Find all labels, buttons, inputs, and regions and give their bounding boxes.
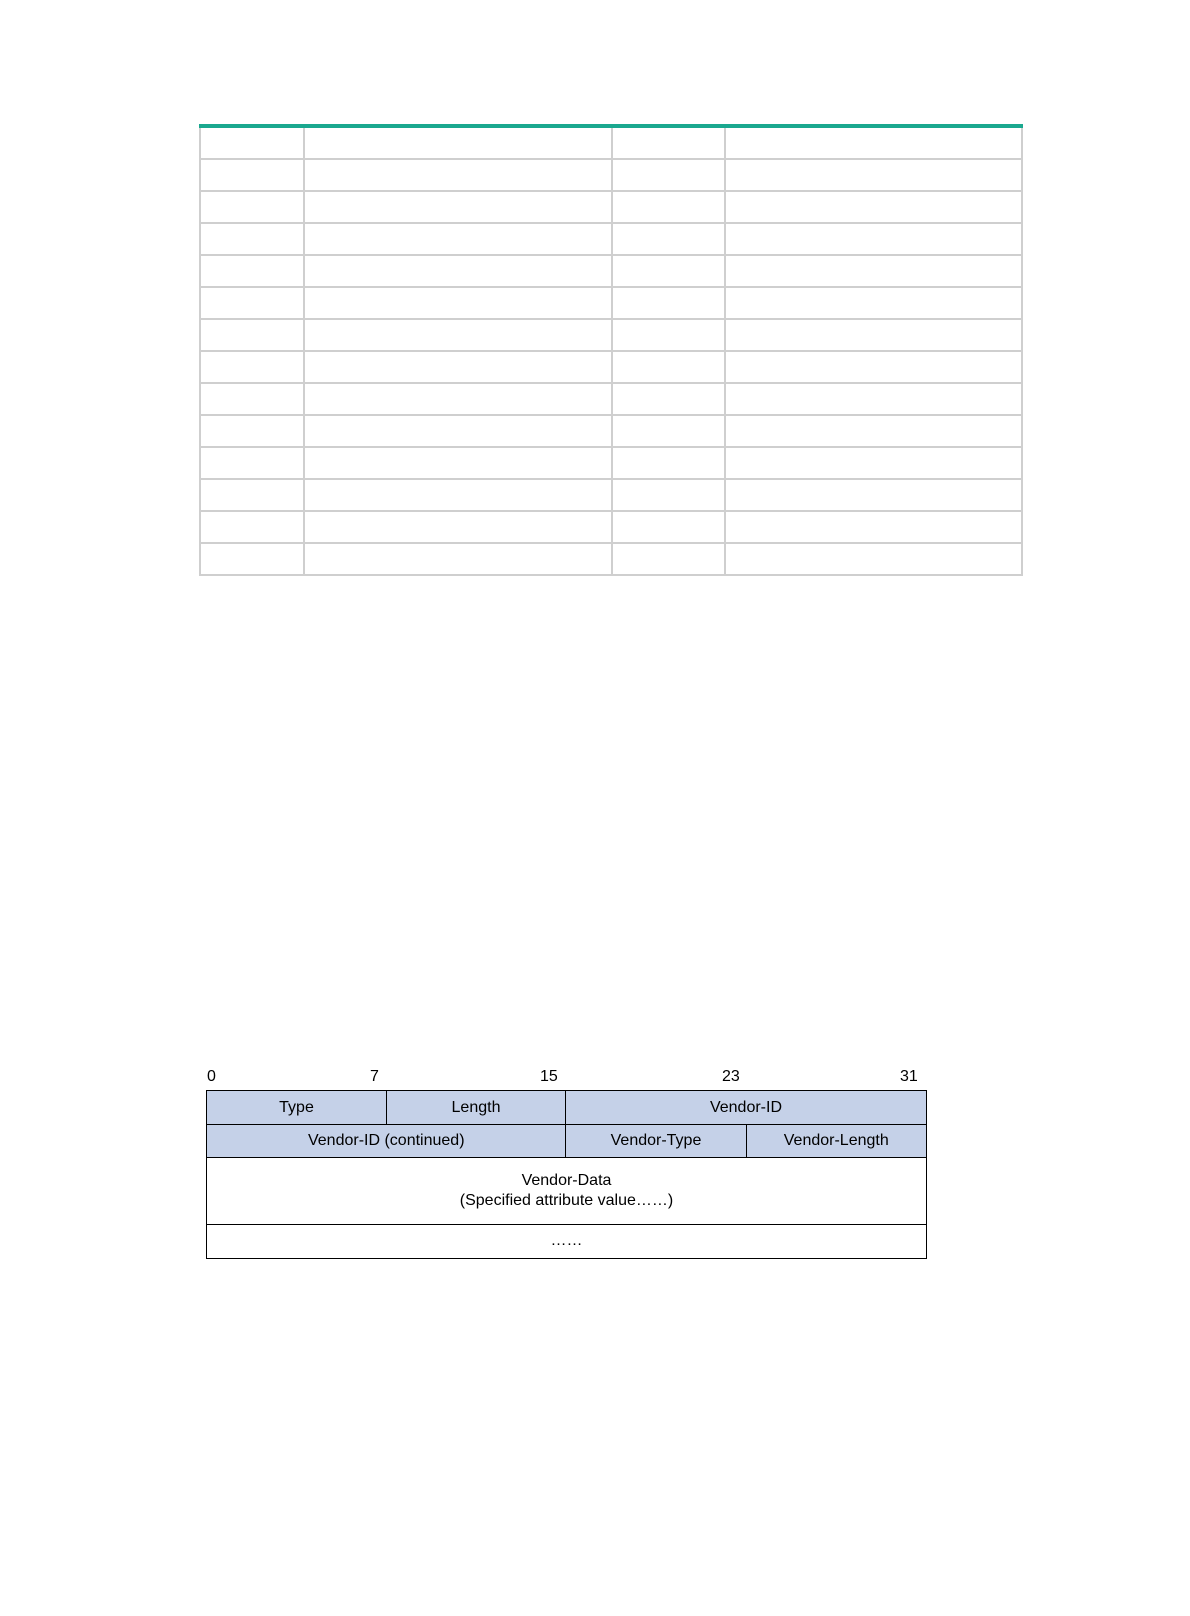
vendor-length-field [746,1124,928,1159]
length-field [386,1090,567,1125]
vendor-data-description: (Specified attribute value……) [459,1192,674,1209]
bit-label-15: 15 [540,1068,558,1085]
vendor-id-field-label: Vendor-ID [709,1098,783,1116]
vendor-type-field [565,1124,747,1159]
continuation-ellipsis: …… [550,1232,583,1249]
bit-label-31: 31 [900,1068,918,1085]
vendor-id-field [565,1090,927,1125]
type-field-label: Type [279,1098,314,1116]
bit-label-0: 0 [207,1068,216,1085]
vendor-id-continued-label: Vendor-ID (continued) [307,1132,465,1149]
bit-label-7: 7 [370,1068,379,1085]
continuation-field [206,1224,927,1259]
vendor-type-label: Vendor-Type [610,1132,702,1149]
vendor-length-label: Vendor-Length [783,1132,889,1149]
vendor-data-label: Vendor-Data [521,1172,612,1189]
type-field [206,1090,387,1125]
bit-label-23: 23 [722,1068,740,1085]
length-field-label: Length [451,1098,501,1116]
vendor-id-continued-field [206,1124,567,1159]
vendor-data-field [206,1157,927,1225]
